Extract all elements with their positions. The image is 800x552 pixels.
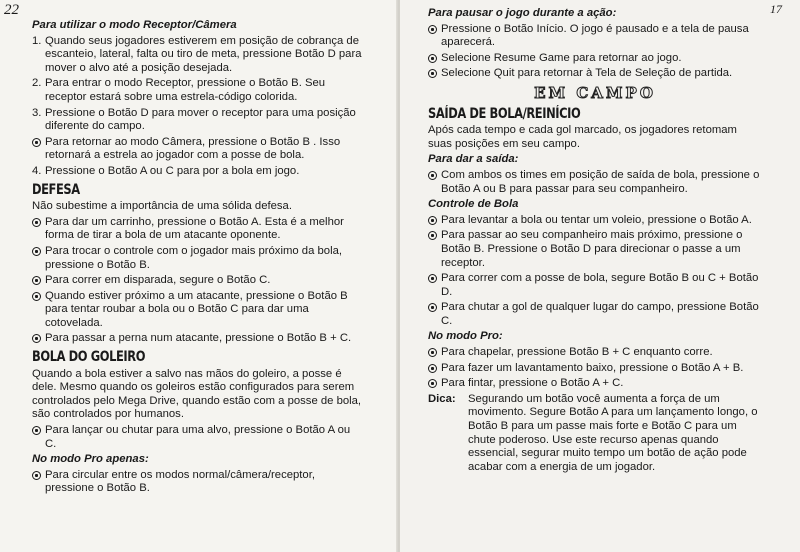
list-item: Com ambos os times em posição de saída de bola, pressione o Botão A ou B para passar para seu companheiro. bbox=[428, 169, 762, 196]
receptor-list bbox=[32, 35, 362, 179]
pro-apenas-title: No modo Pro apenas: bbox=[32, 453, 149, 466]
list-item: Quando estiver próximo a um atacante, pressione o Botão B para tentar roubar a bola ou o Botão C para dar uma cotovelada. bbox=[32, 290, 362, 331]
soccer-ball-icon bbox=[32, 471, 41, 480]
soccer-ball-icon bbox=[32, 276, 41, 285]
dica-label: Dica: bbox=[428, 392, 456, 405]
list-item: Para passar ao seu companheiro mais próximo, pressione o Botão B. Pressione o Botão D para direcionar o passe a um receptor. bbox=[428, 229, 762, 270]
list-item: Para circular entre os modos normal/câmera/receptor, pressione o Botão B. bbox=[32, 469, 362, 496]
page-number: 22 bbox=[4, 2, 19, 18]
soccer-ball-icon bbox=[32, 334, 41, 343]
list-item: Para chapelar, pressione Botão B + C enquanto corre. bbox=[428, 346, 762, 360]
left-column bbox=[32, 17, 362, 498]
left-page bbox=[0, 0, 398, 552]
list-item: Para correr em disparada, segure o Botão C. bbox=[32, 274, 362, 288]
list-item: Para correr com a posse de bola, segure Botão B ou C + Botão D. bbox=[428, 272, 762, 299]
soccer-ball-icon bbox=[32, 426, 41, 435]
list-item: Para retornar ao modo Câmera, pressione o Botão B . Isso retornará a estrela ao jogador com a posse de bola. bbox=[32, 136, 362, 163]
saida-intro: Após cada tempo e cada gol marcado, os jogadores retomam suas posições em seu campo. bbox=[428, 124, 737, 150]
right-column bbox=[428, 5, 762, 476]
list-item: 3. Pressione o Botão D para mover o receptor para uma posição diferente do campo. bbox=[32, 106, 356, 133]
soccer-ball-icon bbox=[428, 379, 437, 388]
defesa-intro: Não subestime a importância de uma sólida defesa. bbox=[32, 200, 292, 213]
dica-block bbox=[428, 393, 762, 475]
defesa-heading: DEFESA bbox=[32, 181, 80, 198]
list-item: Para fintar, pressione o Botão A + C. bbox=[428, 377, 762, 391]
soccer-ball-icon bbox=[32, 138, 41, 147]
list-item: Pressione o Botão Início. O jogo é pausado e a tela de pausa aparecerá. bbox=[428, 23, 762, 50]
goleiro-intro: Quando a bola estiver a salvo nas mãos do goleiro, a posse é dele. Mesmo quando os goleiros estão configurados para serem controlados pelo Mega Drive, quando estão com a posse de bola, são controlados por humanos. bbox=[32, 367, 362, 421]
list-item: 4. Pressione o Botão A ou C para por a bola em jogo. bbox=[32, 164, 300, 177]
list-item: 2. Para entrar o modo Receptor, pressione o Botão B. Seu receptor estará sobre uma estrela-código colorida. bbox=[32, 77, 326, 103]
receptor-title: Para utilizar o modo Receptor/Câmera bbox=[32, 19, 237, 31]
soccer-ball-icon bbox=[32, 247, 41, 256]
controle-title: Controle de Bola bbox=[428, 198, 519, 211]
list-item: Para levantar a bola ou tentar um voleio, pressione o Botão A. bbox=[428, 214, 762, 228]
soccer-ball-icon bbox=[428, 231, 437, 240]
list-item: Para fazer um lavantamento baixo, pressione o Botão A + B. bbox=[428, 362, 762, 376]
pausar-title: Para pausar o jogo durante a ação: bbox=[428, 7, 617, 19]
list-item: Para lançar ou chutar para uma alvo, pressione o Botão A ou C. bbox=[32, 424, 362, 451]
saida-heading: SAÍDA DE BOLA/REINÍCIO bbox=[428, 105, 581, 122]
soccer-ball-icon bbox=[428, 364, 437, 373]
soccer-ball-icon bbox=[32, 218, 41, 227]
soccer-ball-icon bbox=[428, 303, 437, 312]
section-banner: EM CAMPO bbox=[534, 83, 656, 102]
right-page bbox=[400, 0, 800, 552]
dar-saida-title: Para dar a saída: bbox=[428, 153, 519, 166]
list-item: Para passar a perna num atacante, pressione o Botão B + C. bbox=[32, 332, 362, 346]
list-item: Selecione Resume Game para retornar ao jogo. bbox=[428, 52, 762, 66]
soccer-ball-icon bbox=[428, 171, 437, 180]
page-number: 17 bbox=[770, 2, 782, 16]
soccer-ball-icon bbox=[428, 216, 437, 225]
list-item: Para trocar o controle com o jogador mais próximo da bola, pressione o Botão B. bbox=[32, 245, 362, 272]
list-item: Para dar um carrinho, pressione o Botão A. Esta é a melhor forma de tirar a bola de um atacante oponente. bbox=[32, 216, 362, 243]
list-item: 1. Quando seus jogadores estiverem em posição de cobrança de escanteio, lateral, falta ou tiro de meta, pressione Botão D para mover o alvo até a posição desejada. bbox=[32, 34, 362, 74]
goleiro-heading: BOLA DO GOLEIRO bbox=[32, 349, 146, 366]
soccer-ball-icon bbox=[428, 274, 437, 283]
soccer-ball-icon bbox=[32, 292, 41, 301]
list-item: Selecione Quit para retornar à Tela de Seleção de partida. bbox=[428, 67, 762, 81]
list-item: Para chutar a gol de qualquer lugar do campo, pressione Botão C. bbox=[428, 301, 762, 328]
dica-text: Segurando um botão você aumenta a força de um movimento. Segure Botão A para um lançamento longo, o Botão B para um passe mais forte e Botão C para um chute poderoso. Use este recurso apenas quando essencial, segurar muito tempo um botão de ação pode acabar com a energia de um jogador. bbox=[468, 392, 758, 473]
soccer-ball-icon bbox=[428, 348, 437, 357]
soccer-ball-icon bbox=[428, 54, 437, 63]
pro-title: No modo Pro: bbox=[428, 330, 503, 343]
soccer-ball-icon bbox=[428, 25, 437, 34]
soccer-ball-icon bbox=[428, 69, 437, 78]
